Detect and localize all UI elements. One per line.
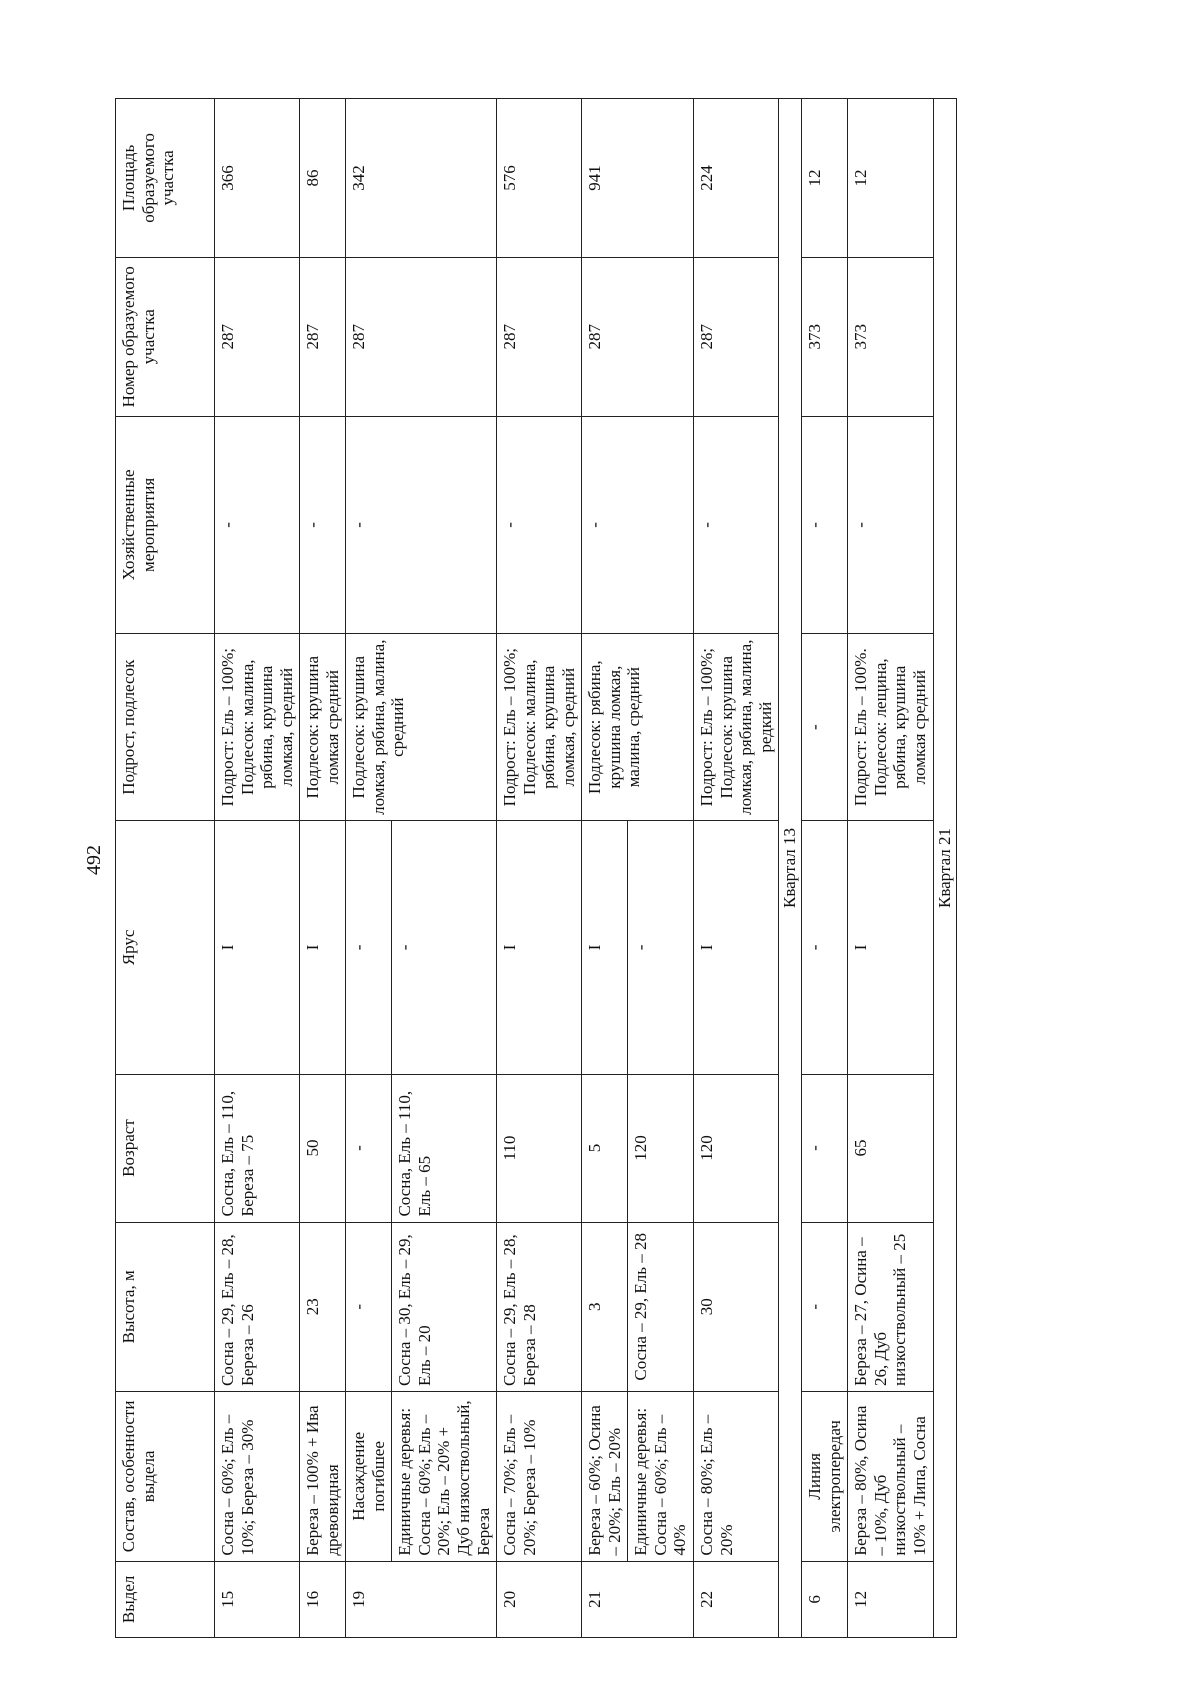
cell-vydel: 19 bbox=[346, 1561, 497, 1637]
cell-sostav: Сосна – 80%; Ель – 20% bbox=[694, 1392, 779, 1562]
cell-yarus: I bbox=[694, 821, 779, 1074]
cell-vydel: 20 bbox=[497, 1561, 582, 1637]
cell-sostav: Насаждение погибшее bbox=[346, 1392, 392, 1562]
cell-nomer: 287 bbox=[497, 257, 582, 416]
cell-vydel: 16 bbox=[300, 1561, 346, 1637]
cell-podrost: Подрост: Ель – 100%; Подлесок: малина, рябина, крушина ломкая, средний bbox=[215, 634, 300, 821]
table-row bbox=[497, 99, 582, 1638]
cell-ploshad: 86 bbox=[300, 99, 346, 258]
cell-vozrast: - bbox=[802, 1074, 848, 1222]
cell-vysota: Береза – 27, Осина – 26, Дуб низкоствольный – 25 bbox=[848, 1222, 933, 1391]
cell-ploshad: 12 bbox=[848, 99, 933, 258]
cell-vozrast: - bbox=[346, 1074, 392, 1222]
forest-table bbox=[115, 98, 957, 1638]
cell-nomer: 373 bbox=[802, 257, 848, 416]
cell-vydel: 22 bbox=[694, 1561, 779, 1637]
cell-yarus: I bbox=[300, 821, 346, 1074]
cell-yarus: - bbox=[392, 821, 497, 1074]
cell-vysota: - bbox=[802, 1222, 848, 1391]
cell-podrost: Подлесок: крушина ломкая средний bbox=[300, 634, 346, 821]
col-header-nomer: Номер образуемого участка bbox=[116, 257, 215, 416]
cell-podrost: Подрост: Ель – 100%; Подлесок: малина, рябина, крушина ломкая, средний bbox=[497, 634, 582, 821]
cell-sostav: Береза – 80%, Осина – 10%, Дуб низкоствольный – 10% + Липа, Сосна bbox=[848, 1392, 933, 1562]
table-row bbox=[582, 99, 628, 1638]
header-row bbox=[116, 99, 215, 1638]
table-row bbox=[694, 99, 779, 1638]
cell-yarus: I bbox=[497, 821, 582, 1074]
cell-vozrast: 5 bbox=[582, 1074, 628, 1222]
cell-sostav: Линия электропередач bbox=[802, 1392, 848, 1562]
cell-sostav: Сосна – 70%; Ель – 20%; Береза – 10% bbox=[497, 1392, 582, 1562]
cell-vysota: 3 bbox=[582, 1222, 628, 1391]
cell-nomer: 287 bbox=[694, 257, 779, 416]
cell-vydel: 21 bbox=[582, 1561, 694, 1637]
cell-nomer: 287 bbox=[215, 257, 300, 416]
cell-yarus: I bbox=[848, 821, 933, 1074]
cell-nomer: 287 bbox=[300, 257, 346, 416]
cell-vysota: Сосна – 29, Ель – 28 bbox=[628, 1222, 694, 1391]
cell-vozrast: 120 bbox=[694, 1074, 779, 1222]
rotated-page bbox=[75, 60, 1105, 1660]
cell-yarus: I bbox=[215, 821, 300, 1074]
cell-meropr: - bbox=[582, 416, 694, 633]
cell-nomer: 373 bbox=[848, 257, 933, 416]
cell-meropr: - bbox=[802, 416, 848, 633]
cell-vysota: Сосна – 30, Ель – 29, Ель – 20 bbox=[392, 1222, 497, 1391]
cell-meropr: - bbox=[497, 416, 582, 633]
cell-podrost: Подлесок: крушина ломкая, рябина, малина, средний bbox=[346, 634, 497, 821]
cell-sostav: Единичные деревья: Сосна – 60%; Ель – 20%; Ель – 20% + Дуб низкоствольный, Береза bbox=[392, 1392, 497, 1562]
cell-sostav: Единичные деревья: Сосна – 60%; Ель – 40% bbox=[628, 1392, 694, 1562]
table-row bbox=[215, 99, 300, 1638]
cell-meropr: - bbox=[346, 416, 497, 633]
cell-podrost: Подрост: Ель – 100%. Подлесок: лещина, рябина, крушина ломкая средний bbox=[848, 634, 933, 821]
col-header-vysota: Высота, м bbox=[116, 1222, 215, 1391]
section-heading: Квартал 13 bbox=[779, 99, 802, 1638]
cell-ploshad: 342 bbox=[346, 99, 497, 258]
cell-podrost: - bbox=[802, 634, 848, 821]
cell-meropr: - bbox=[848, 416, 933, 633]
cell-podrost: Подрост: Ель – 100%; Подлесок: крушина ломкая, рябина, малина, редкий bbox=[694, 634, 779, 821]
cell-podrost: Подлесок: рябина, крушина ломкая, малина, средний bbox=[582, 634, 694, 821]
section-row bbox=[933, 99, 956, 1638]
cell-sostav: Сосна – 60%; Ель – 10%; Береза – 30% bbox=[215, 1392, 300, 1562]
page-number: 492 bbox=[83, 845, 105, 875]
cell-vydel: 12 bbox=[848, 1561, 933, 1637]
table-row bbox=[300, 99, 346, 1638]
section-heading: Квартал 21 bbox=[933, 99, 956, 1638]
cell-vozrast: 65 bbox=[848, 1074, 933, 1222]
cell-meropr: - bbox=[215, 416, 300, 633]
col-header-yarus: Ярус bbox=[116, 821, 215, 1074]
cell-vysota: 30 bbox=[694, 1222, 779, 1391]
cell-meropr: - bbox=[694, 416, 779, 633]
cell-yarus: I bbox=[582, 821, 628, 1074]
cell-vozrast: 120 bbox=[628, 1074, 694, 1222]
col-header-sostav: Состав, особенности выдела bbox=[116, 1392, 215, 1562]
cell-nomer: 287 bbox=[582, 257, 694, 416]
table-row bbox=[848, 99, 933, 1638]
cell-vydel: 6 bbox=[802, 1561, 848, 1637]
cell-ploshad: 941 bbox=[582, 99, 694, 258]
col-header-ploshad: Площадь образуемого участка bbox=[116, 99, 215, 258]
cell-ploshad: 576 bbox=[497, 99, 582, 258]
cell-vysota: 23 bbox=[300, 1222, 346, 1391]
cell-sostav: Береза – 100% + Ива древовидная bbox=[300, 1392, 346, 1562]
cell-vysota: - bbox=[346, 1222, 392, 1391]
cell-vozrast: 50 bbox=[300, 1074, 346, 1222]
cell-yarus: - bbox=[346, 821, 392, 1074]
cell-vozrast: Сосна, Ель – 110, Ель – 65 bbox=[392, 1074, 497, 1222]
cell-vozrast: 110 bbox=[497, 1074, 582, 1222]
cell-ploshad: 366 bbox=[215, 99, 300, 258]
cell-meropr: - bbox=[300, 416, 346, 633]
table-row bbox=[802, 99, 848, 1638]
cell-vydel: 15 bbox=[215, 1561, 300, 1637]
cell-vysota: Сосна – 29, Ель – 28, Береза – 26 bbox=[215, 1222, 300, 1391]
cell-nomer: 287 bbox=[346, 257, 497, 416]
cell-vysota: Сосна – 29, Ель – 28, Береза – 28 bbox=[497, 1222, 582, 1391]
col-header-meropr: Хозяйственные мероприятия bbox=[116, 416, 215, 633]
section-row bbox=[779, 99, 802, 1638]
col-header-podrost: Подрост, подлесок bbox=[116, 634, 215, 821]
cell-yarus: - bbox=[802, 821, 848, 1074]
cell-ploshad: 12 bbox=[802, 99, 848, 258]
cell-yarus: - bbox=[628, 821, 694, 1074]
table-row bbox=[346, 99, 392, 1638]
col-header-vozrast: Возраст bbox=[116, 1074, 215, 1222]
cell-sostav: Береза – 60%; Осина – 20%; Ель – 20% bbox=[582, 1392, 628, 1562]
cell-vozrast: Сосна, Ель – 110, Береза – 75 bbox=[215, 1074, 300, 1222]
cell-ploshad: 224 bbox=[694, 99, 779, 258]
col-header-vydel: Выдел bbox=[116, 1561, 215, 1637]
